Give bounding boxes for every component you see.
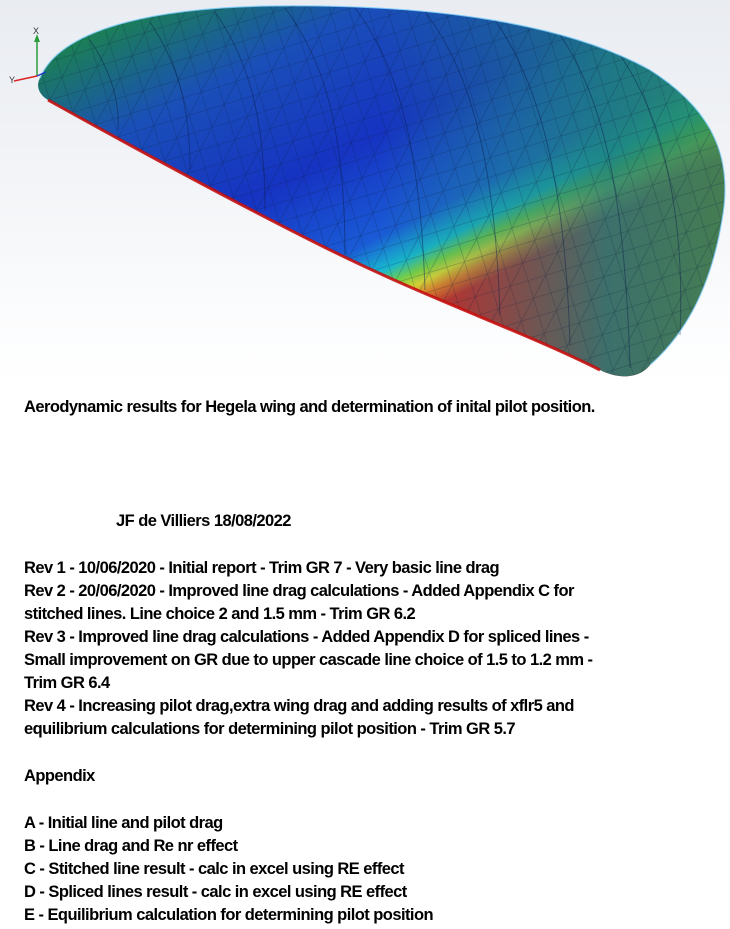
appendix-item: C - Stitched line result - calc in excel using RE effect: [24, 860, 404, 878]
document-title: Aerodynamic results for Hegela wing and determination of inital pilot position.: [24, 398, 595, 416]
appendix-item: E - Equilibrium calculation for determining pilot position: [24, 906, 434, 924]
author-line: JF de Villiers 18/08/2022: [116, 512, 291, 530]
appendix-item: A - Initial line and pilot drag: [24, 814, 223, 832]
revision-line: Rev 3 - Improved line drag calculations - Added Appendix D for spliced lines -: [24, 628, 589, 646]
appendix-item: D - Spliced lines result - calc in excel using RE effect: [24, 883, 407, 901]
revision-line: Small improvement on GR due to upper cascade line choice of 1.5 to 1.2 mm -: [24, 651, 593, 669]
axis-y-label: Y: [9, 75, 16, 85]
revision-line: Rev 4 - Increasing pilot drag,extra wing drag and adding results of xflr5 and: [24, 697, 574, 715]
revision-line: Trim GR 6.4: [24, 674, 110, 692]
revision-entry: [24, 580, 714, 626]
wing-cfd-figure: [0, 0, 730, 388]
revision-line: Rev 2 - 20/06/2020 - Improved line drag calculations - Added Appendix C for: [24, 582, 574, 600]
revision-entry: [24, 695, 714, 741]
appendix-heading: Appendix: [24, 767, 95, 785]
revision-line: equilibrium calculations for determining pilot position - Trim GR 5.7: [24, 720, 516, 738]
revision-entry: [24, 557, 714, 580]
wing-render: [0, 0, 730, 388]
revision-history: [24, 557, 714, 741]
revision-line: Rev 1 - 10/06/2020 - Initial report - Trim GR 7 - Very basic line drag: [24, 559, 500, 577]
appendix-item: B - Line drag and Re nr effect: [24, 837, 238, 855]
axis-x-label: X: [33, 26, 40, 36]
appendix-list: [24, 812, 714, 927]
revision-entry: [24, 626, 714, 695]
revision-line: stitched lines. Line choice 2 and 1.5 mm - Trim GR 6.2: [24, 605, 416, 623]
